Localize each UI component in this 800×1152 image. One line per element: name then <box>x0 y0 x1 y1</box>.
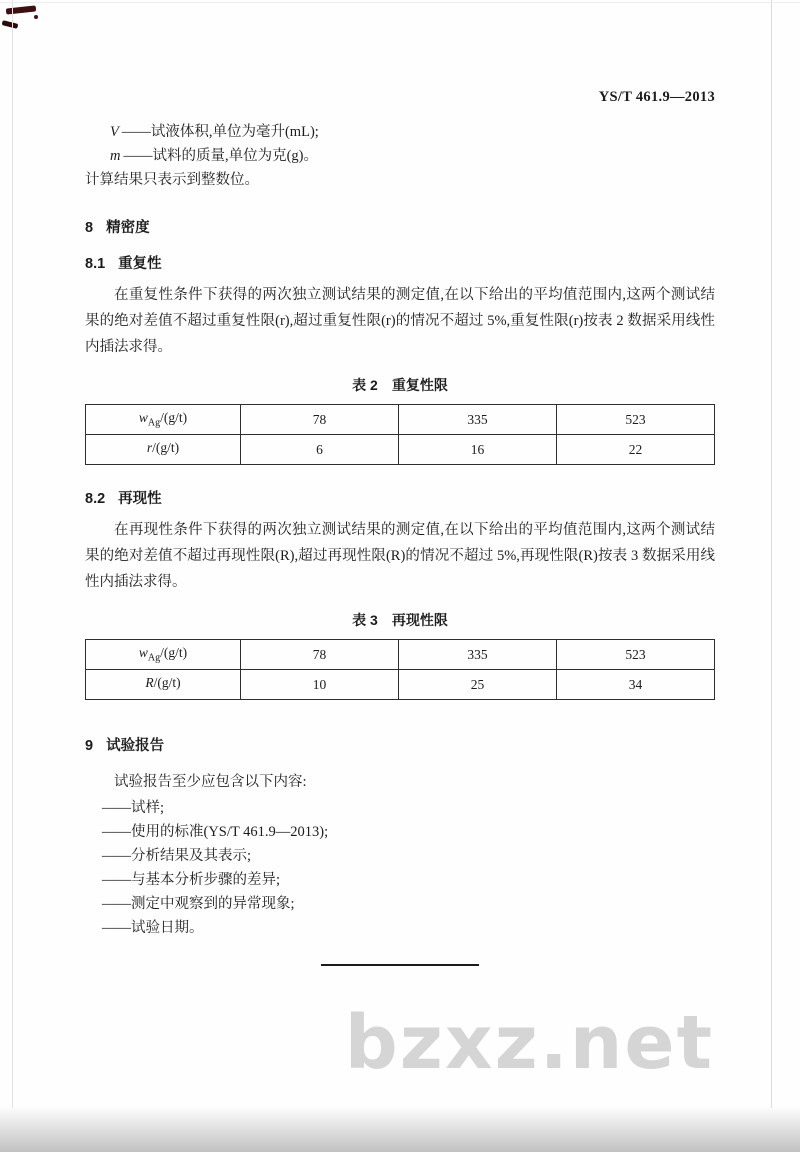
quantity-symbol: w <box>138 410 148 426</box>
table-cell: 78 <box>241 405 399 435</box>
table-cell: 6 <box>241 435 399 465</box>
table-row <box>86 640 715 670</box>
section-title: 精密度 <box>106 220 150 236</box>
standard-code: YS/T 461.9—2013 <box>598 89 715 105</box>
table-cell: 335 <box>399 405 557 435</box>
section-number: 8.1 <box>85 256 106 272</box>
table-3-caption: 表 3 再现性限 <box>352 612 448 628</box>
repeatability-table <box>85 404 715 465</box>
quantity-unit: /(g/t) <box>153 675 181 691</box>
quantity-unit: /(g/t) <box>160 645 188 661</box>
report-intro: 试验报告至少应包含以下内容: <box>114 774 307 790</box>
quantity-symbol: r <box>146 440 153 456</box>
end-rule <box>321 964 479 966</box>
section-8-heading <box>85 218 715 238</box>
table-cell: 25 <box>399 670 557 700</box>
list-item: ——与基本分析步骤的差异; <box>102 872 281 888</box>
quantity-unit: /(g/t) <box>152 440 180 456</box>
table-cell: 16 <box>399 435 557 465</box>
table-cell: 523 <box>557 640 715 670</box>
section-8-2-heading <box>85 489 715 509</box>
list-item: ——试样; <box>102 800 165 816</box>
table-cell: 523 <box>557 405 715 435</box>
calculation-note: 计算结果只表示到整数位。 <box>85 172 259 188</box>
definition-line <box>85 144 715 168</box>
list-item: ——试验日期。 <box>102 920 204 936</box>
section-title: 再现性 <box>118 491 162 507</box>
table-row <box>86 435 715 465</box>
table-cell: 34 <box>557 670 715 700</box>
table-cell <box>86 670 241 700</box>
reproducibility-table <box>85 639 715 700</box>
table-cell: 10 <box>241 670 399 700</box>
definition-line <box>85 120 715 144</box>
table-cell: 22 <box>557 435 715 465</box>
list-item: ——使用的标准(YS/T 461.9—2013); <box>102 824 329 840</box>
symbol-definitions <box>85 120 715 192</box>
section-8-1-heading <box>85 254 715 274</box>
table-cell <box>86 640 241 670</box>
table-2-caption: 表 2 重复性限 <box>352 377 448 393</box>
definition-text: ——试液体积,单位为毫升(mL); <box>121 124 319 140</box>
repeatability-paragraph: 在重复性条件下获得的两次独立测试结果的测定值,在以下给出的平均值范围内,这两个测试结果的绝对差值不超过重复性限(r),超过重复性限(r)的情况不超过 5%,重复性限(r)按表 2 数据采用线性内插法求得。 <box>85 287 715 355</box>
report-item-list <box>85 796 715 940</box>
quantity-symbol: R <box>145 675 154 691</box>
quantity-symbol: w <box>138 645 148 661</box>
list-item: ——分析结果及其表示; <box>102 848 252 864</box>
definition-text: ——试料的质量,单位为克(g)。 <box>123 148 319 164</box>
table-cell: 78 <box>241 640 399 670</box>
table-cell <box>86 435 241 465</box>
list-item: ——测定中观察到的异常现象; <box>102 896 295 912</box>
quantity-subscript: Ag <box>147 417 161 429</box>
quantity-subscript: Ag <box>147 652 161 664</box>
section-9-heading <box>85 736 715 756</box>
table-cell: 335 <box>399 640 557 670</box>
section-title: 试验报告 <box>106 738 165 754</box>
section-title: 重复性 <box>118 256 162 272</box>
watermark: bzxz.net <box>344 1000 714 1086</box>
section-number: 8 <box>85 220 94 236</box>
scan-edge-left <box>12 0 13 1108</box>
section-number: 8.2 <box>85 491 106 507</box>
reproducibility-paragraph: 在再现性条件下获得的两次独立测试结果的测定值,在以下给出的平均值范围内,这两个测试结果的绝对差值不超过再现性限(R),超过再现性限(R)的情况不超过 5%,再现性限(R)按表 3 数据采用线性内插法求得。 <box>85 522 715 590</box>
section-number: 9 <box>85 738 94 754</box>
table-cell <box>86 405 241 435</box>
scan-edge-top <box>0 2 800 3</box>
quantity-unit: /(g/t) <box>160 410 188 426</box>
table-row <box>86 670 715 700</box>
symbol-m: m <box>110 148 121 164</box>
scan-edge-right <box>771 0 772 1108</box>
scan-dot-icon <box>34 15 38 19</box>
page-header <box>85 0 715 106</box>
table-row <box>86 405 715 435</box>
scan-bottom-shade <box>0 1106 800 1152</box>
symbol-v: V <box>110 124 119 140</box>
